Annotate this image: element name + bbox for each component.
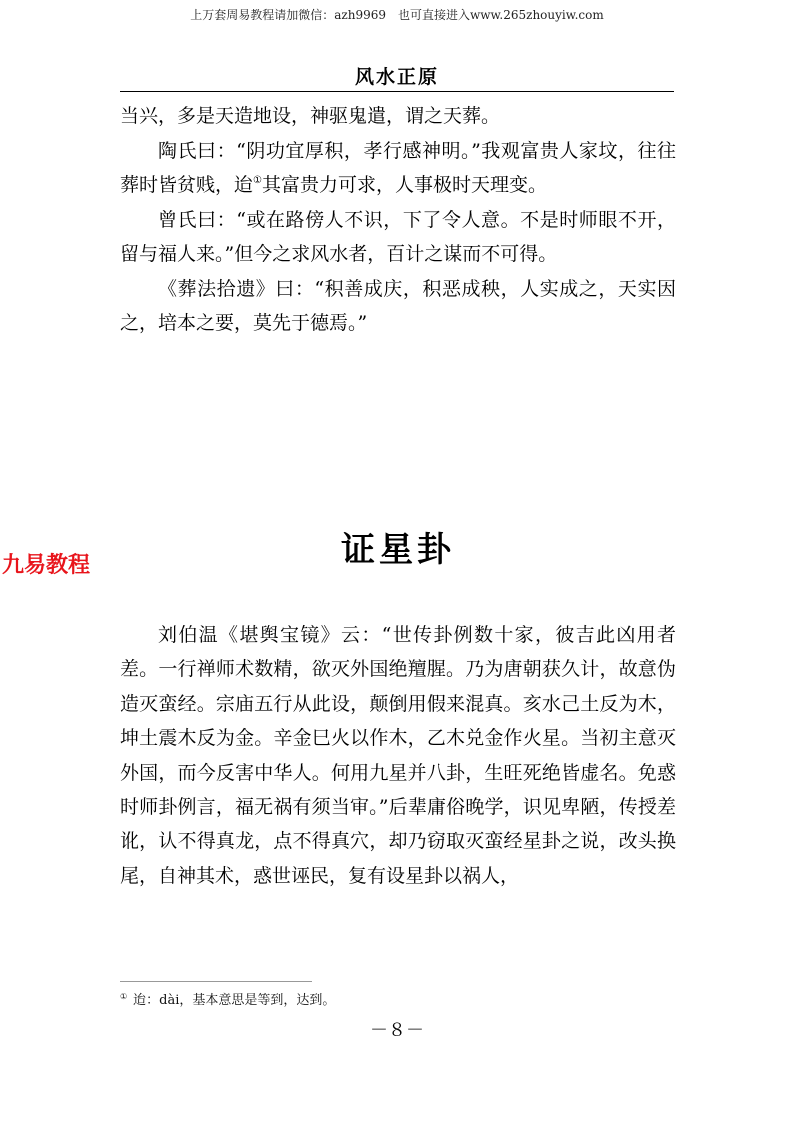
paragraph-3: 曾氏曰：“或在路傍人不识，下了令人意。不是时师眼不开，留与福人来。”但今之求风水者，百计之谋而不可得。 bbox=[120, 208, 676, 265]
header-divider bbox=[120, 91, 674, 92]
top-banner: 上万套周易教程请加微信：azh9969 也可直接进入www.265zhouyiw.com bbox=[190, 8, 604, 22]
footnote bbox=[120, 989, 676, 1008]
footnote-marker: ① bbox=[120, 992, 128, 1001]
footnote-reference[interactable]: ① bbox=[253, 175, 262, 186]
paragraph-5: 刘伯温《堪舆宝镜》云：“世传卦例数十家，彼吉此凶用者差。一行禅师术数精，欲灭外国绝羶腥。乃为唐朝获久计，故意伪造灭蛮经。宗庙五行从此设，颠倒用假来混真。亥水己土反为木，坤土震木反为金。辛金巳火以作木，乙木兑金作火星。当初主意灭外国，而今反害中华人。何用九星并八卦，生旺死绝皆虚名。免惑时师卦例言，福无祸有须当审。”后辈庸俗晚学，识见卑陋，传授差讹，认不得真龙，点不得真穴，却乃窃取灭蛮经星卦之说，改头换尾，自神其术，惑世诬民，复有设星卦以祸人， bbox=[120, 624, 676, 887]
paragraph-4: 《葬法拾遗》曰：“积善成庆，积恶成秧，人实成之，天实因之，培本之要，莫先于德焉。” bbox=[120, 277, 676, 334]
paragraph-2 bbox=[120, 134, 676, 203]
paragraph-2-text-a: 陶氏曰：“阴功宜厚积，孝行感神明。”我观富贵人家坟，往往葬时皆贫贱，迨 bbox=[120, 139, 676, 196]
running-header-title: 风水正原 bbox=[354, 66, 439, 88]
page-number: －８－ bbox=[370, 1020, 424, 1041]
watermark-logo: 九易教程 bbox=[2, 553, 91, 578]
footnote-text: 迨：dài，基本意思是等到，达到。 bbox=[133, 993, 336, 1008]
section-1-body bbox=[120, 99, 676, 341]
section-2-body bbox=[120, 618, 676, 893]
paragraph-1: 当兴，多是天造地设，神驱鬼遣，谓之天葬。 bbox=[120, 105, 501, 127]
footnote-divider bbox=[120, 981, 312, 982]
paragraph-2-text-b: 其富贵力可求，人事极时天理变。 bbox=[261, 174, 547, 196]
section-title: 证星卦 bbox=[341, 530, 455, 570]
